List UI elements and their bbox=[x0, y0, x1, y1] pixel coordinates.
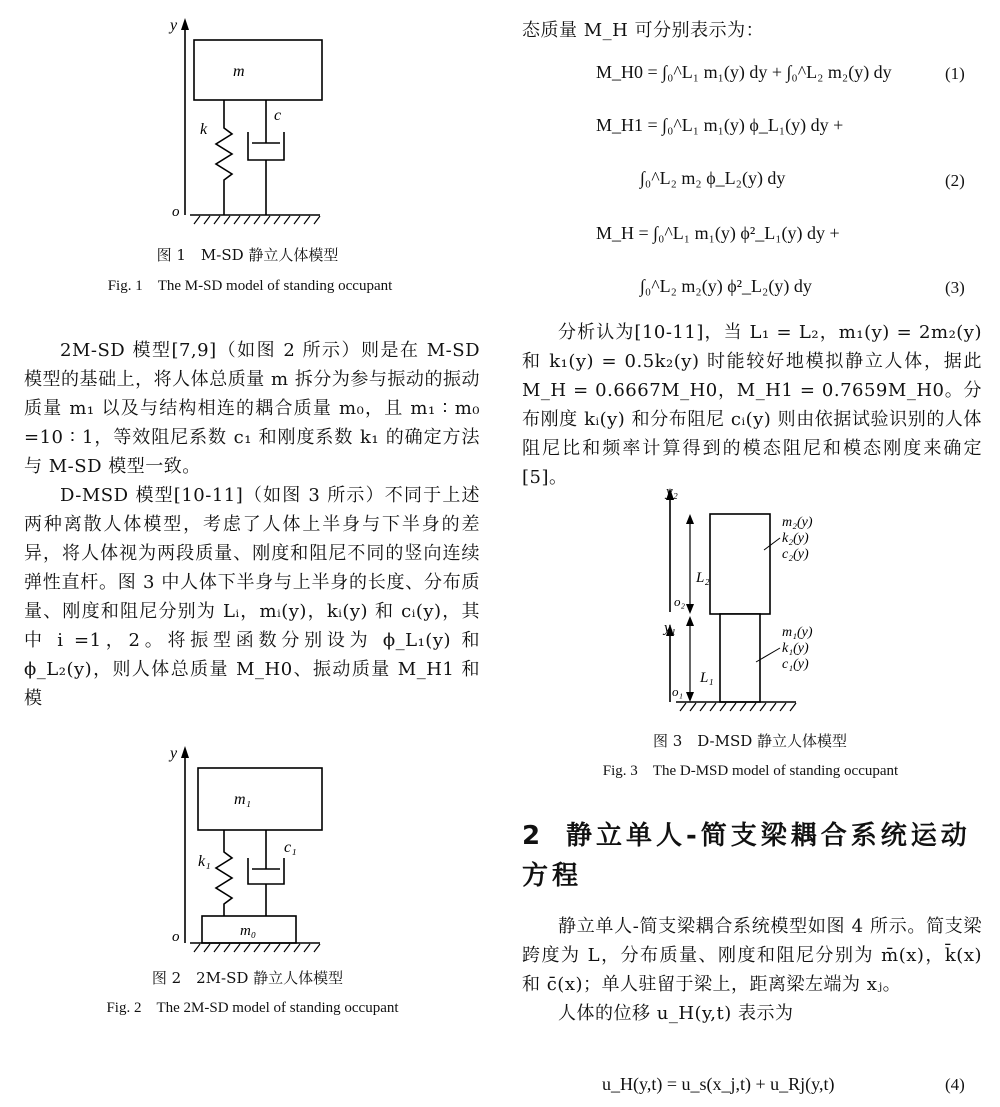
left-column-text bbox=[24, 336, 480, 713]
paragraph-2msd: 2M-SD 模型[7,9]（如图 2 所示）则是在 M-SD 模型的基础上，将人体总质量 m 拆分为参与振动的振动质量 m₁ 以及与结构相连的耦合质量 m₀，且 m₁ ∶ m₀ =10 ∶ 1，等效阻尼系数 c₁ 和刚度系数 k₁ 的确定方法与 M-SD 模型一致。 bbox=[24, 340, 480, 477]
section-title: 静立单人-简支梁耦合系统运动方程 bbox=[522, 821, 971, 891]
coupled-system-paragraph bbox=[522, 912, 982, 1028]
fig3-m1-label: m₁(y) bbox=[782, 625, 813, 640]
fig2-y-label: y bbox=[170, 745, 178, 762]
fig3-m2-label: m₂(y) bbox=[782, 515, 813, 530]
fig3-o2-label: o₂ bbox=[674, 594, 686, 609]
fig3-k1-label: k₁(y) bbox=[782, 641, 809, 656]
fig1-k-label: k bbox=[200, 121, 208, 138]
fig2-m1-label: m₁ bbox=[234, 791, 252, 808]
fig1-c-label: c bbox=[274, 107, 282, 124]
equation-1-number: (1) bbox=[945, 64, 965, 83]
fig3-k2-label: k₂(y) bbox=[782, 531, 809, 546]
fig2-caption-en: Fig. 2 The 2M-SD model of standing occupant bbox=[106, 1000, 399, 1016]
equation-2-number: (2) bbox=[945, 171, 965, 190]
section-number: 2 bbox=[522, 821, 545, 851]
fig3-caption-en: Fig. 3 The D-MSD model of standing occupant bbox=[602, 763, 899, 779]
equation-3a: M_H = ∫₀^L₁ m₁(y) ϕ²_L₁(y) dy + bbox=[596, 223, 840, 243]
fig1-mass-label: m bbox=[233, 63, 245, 80]
fig3-o1-label: o₁ bbox=[672, 684, 684, 699]
analysis-paragraph bbox=[522, 318, 982, 492]
paragraph-dmsd: D-MSD 模型[10-11]（如图 3 所示）不同于上述两种离散人体模型，考虑了人体上半身与下半身的差异，将人体视为两段质量、刚度和阻尼不同的竖向连续弹性直杆。图 3 中人体下半身与上半身的长度、分布质量、刚度和阻尼分别为 Lᵢ，mᵢ(y)，kᵢ(y) 和 cᵢ(y)，其中 i =1，2。将振型函数分别设为 ϕ_L₁(y) 和 ϕ_L₂(y)，则人体总质量 M_H0、振动质量 M_H1 和模 bbox=[24, 485, 480, 709]
paragraph-beam: 静立单人-简支梁耦合系统模型如图 4 所示。简支梁跨度为 L，分布质量、刚度和阻尼分别为 m̄(x)，k̄(x) 和 c̄(x)；单人驻留于梁上，距离梁左端为 xⱼ。 bbox=[522, 916, 982, 995]
fig2-caption-cn: 图 2 2M-SD 静立人体模型 bbox=[151, 969, 344, 987]
mass-intro-line bbox=[522, 16, 982, 45]
equation-4-number: (4) bbox=[945, 1075, 965, 1094]
fig3-c1-label: c₁(y) bbox=[782, 657, 809, 672]
fig1-caption-cn: 图 1 M-SD 静立人体模型 bbox=[156, 246, 339, 264]
fig3-L2-label: L₂ bbox=[696, 570, 710, 586]
fig2-c1-label: c₁ bbox=[284, 839, 297, 856]
fig2-k1-label: k₁ bbox=[198, 853, 211, 870]
section-heading bbox=[522, 816, 982, 896]
fig3-caption-cn: 图 3 D-MSD 静立人体模型 bbox=[652, 732, 848, 750]
equation-3b: ∫₀^L₂ m₂(y) ϕ²_L₂(y) dy bbox=[640, 276, 812, 296]
figure-3-diagram bbox=[656, 482, 826, 718]
fig3-L1-label: L₁ bbox=[700, 670, 714, 686]
paragraph-analysis: 分析认为[10-11]，当 L₁ = L₂，m₁(y) = 2m₂(y) 和 k₁(y) = 0.5k₂(y) 时能较好地模拟静立人体，据此 M_H = 0.6667M_H0，M_H1 = 0.7659M_H0。分布刚度 kᵢ(y) 和分布阻尼 cᵢ(y) 则由依据试验识别的人体阻尼比和频率计算得到的模态阻尼和模态刚度来确定[5]。 bbox=[522, 322, 982, 488]
equation-2b: ∫₀^L₂ m₂ ϕ_L₂(y) dy bbox=[640, 168, 786, 188]
paragraph-displacement: 人体的位移 u_H(y,t) 表示为 bbox=[558, 1003, 794, 1024]
equation-4: u_H(y,t) = u_s(x_j,t) + u_Rj(y,t) bbox=[602, 1074, 835, 1094]
equation-1: M_H0 = ∫₀^L₁ m₁(y) dy + ∫₀^L₂ m₂(y) dy bbox=[596, 62, 892, 82]
fig1-origin-label: o bbox=[172, 204, 180, 220]
fig1-caption-en: Fig. 1 The M-SD model of standing occupant bbox=[107, 278, 393, 294]
equation-2a: M_H1 = ∫₀^L₁ m₁(y) ϕ_L₁(y) dy + bbox=[596, 115, 844, 135]
fig3-y1-label: y₁ bbox=[664, 620, 676, 636]
fig1-y-label: y bbox=[170, 17, 178, 34]
fig3-c2-label: c₂(y) bbox=[782, 547, 809, 562]
figure-2-diagram bbox=[160, 738, 330, 958]
paragraph-intro: 态质量 M_H 可分别表示为： bbox=[522, 20, 765, 41]
equation-3-number: (3) bbox=[945, 278, 965, 297]
figure-1-diagram bbox=[160, 10, 330, 230]
fig2-m0-label: m₀ bbox=[240, 923, 257, 939]
fig3-y2-label: y₂ bbox=[666, 484, 678, 500]
fig2-origin-label: o bbox=[172, 929, 180, 945]
